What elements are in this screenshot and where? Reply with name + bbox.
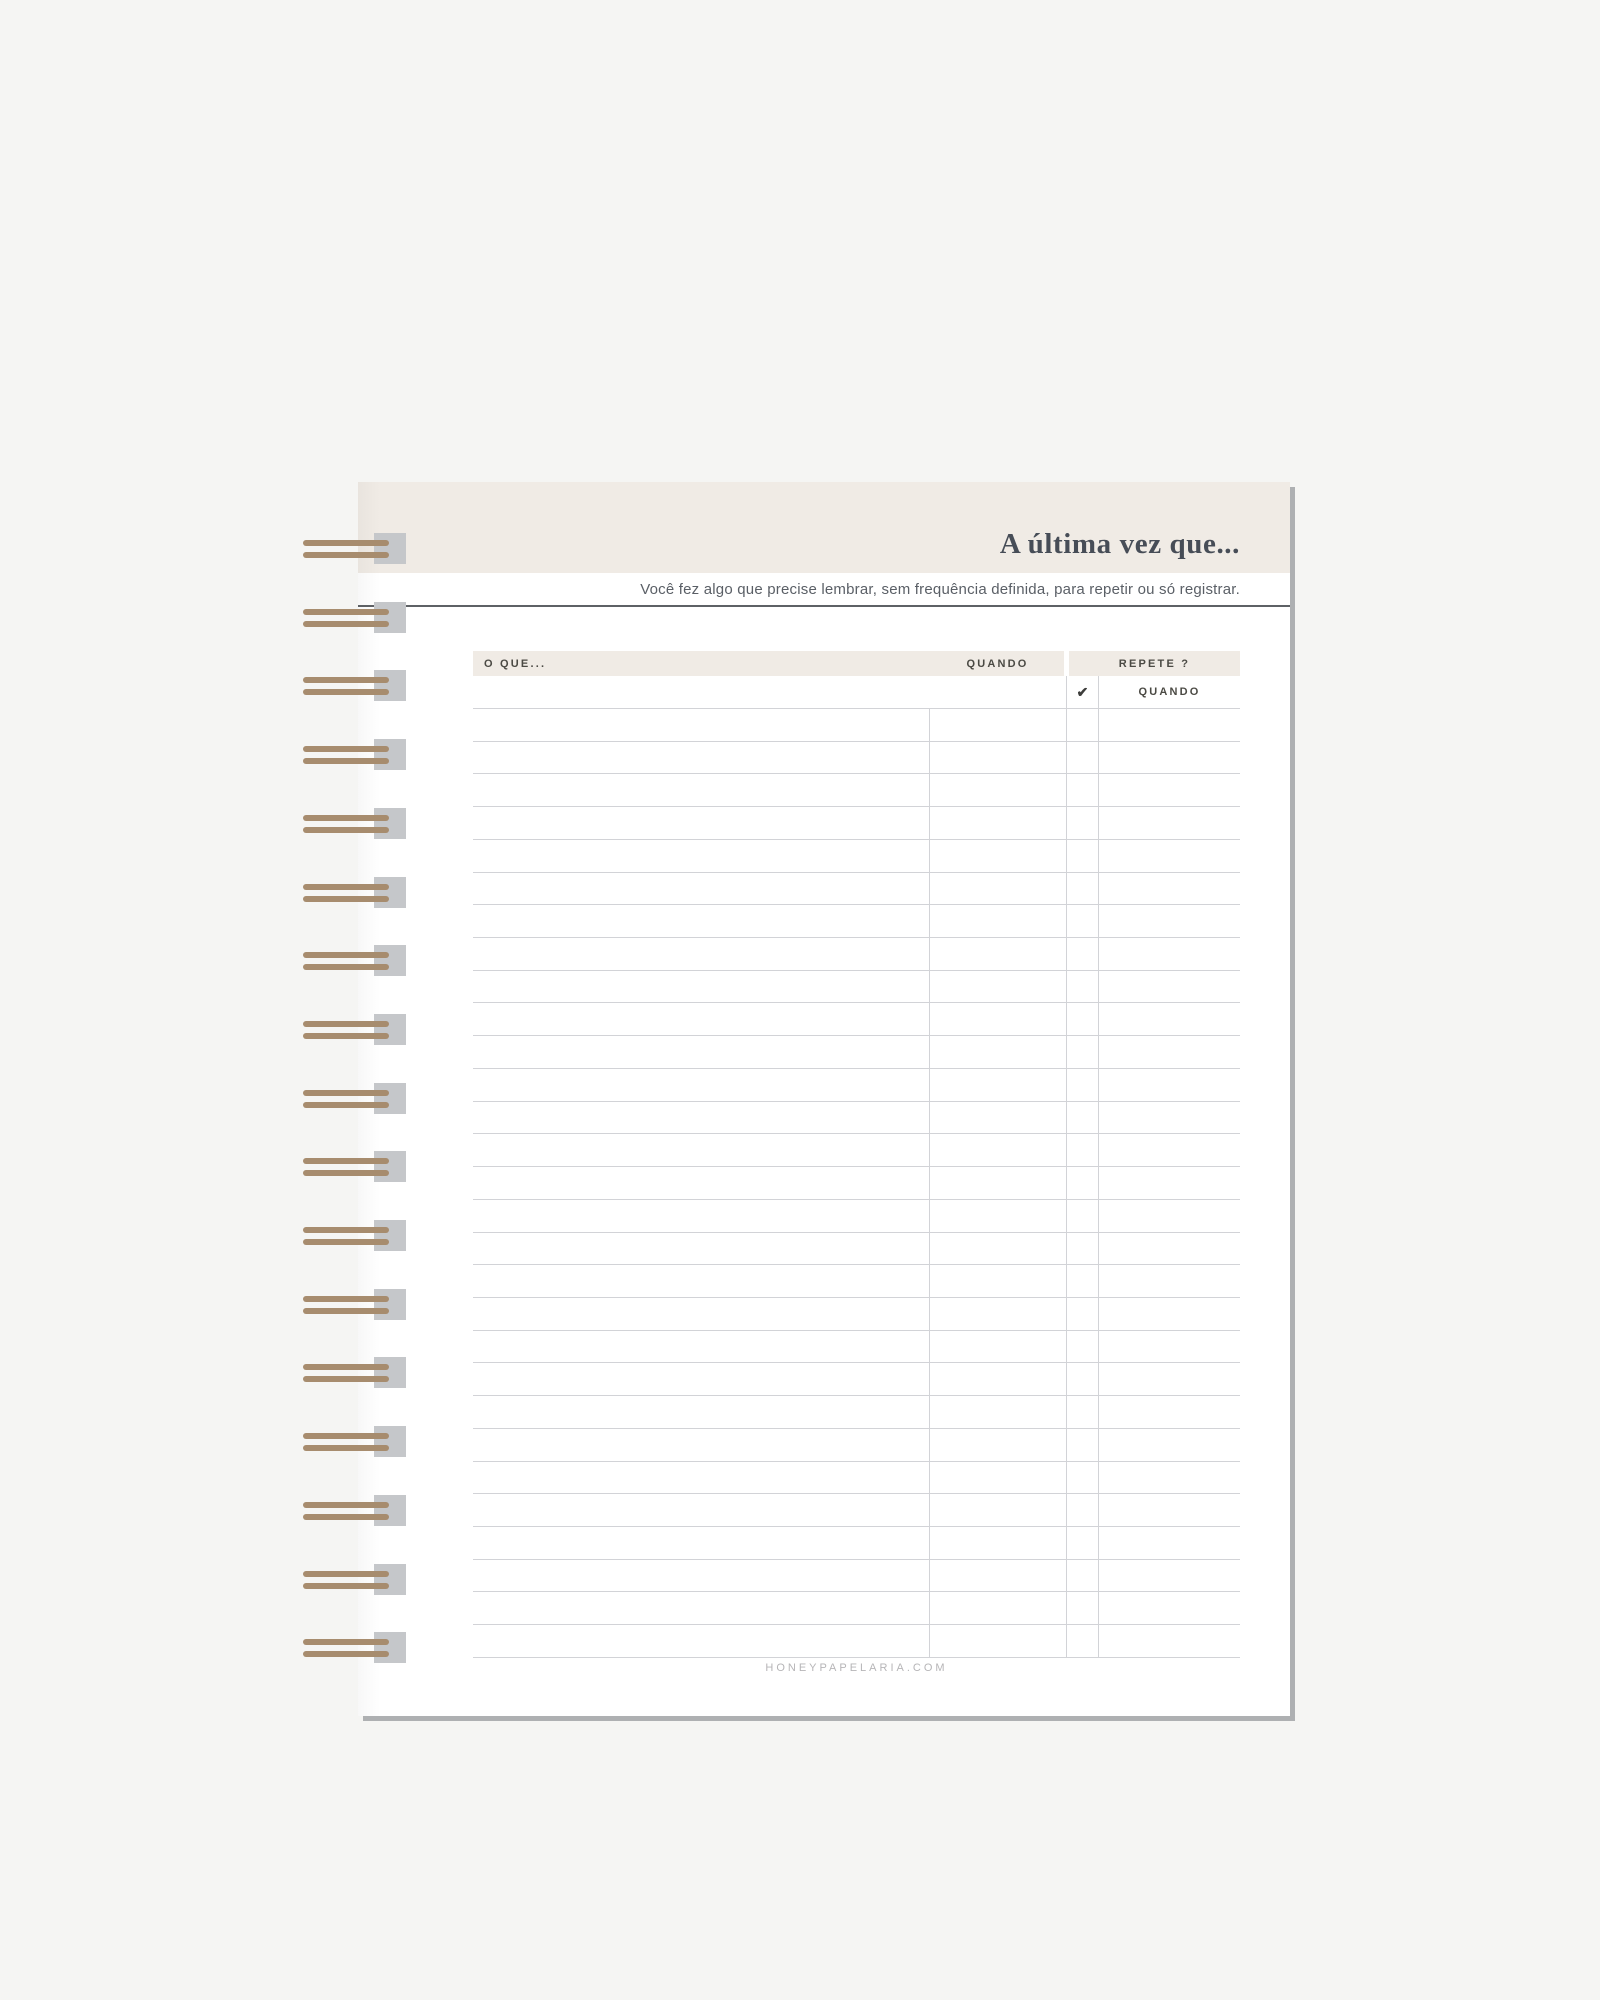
cell-repeat-when [1098,1625,1240,1657]
cell-what [473,1003,929,1035]
cell-repeat-when [1098,840,1240,872]
coil-wire [303,1639,389,1645]
cell-repeat-when [1098,774,1240,806]
cell-repeat-check [1066,840,1098,872]
cell-what [473,1233,929,1265]
table-header-row [473,651,1240,676]
cell-when [929,1363,1066,1395]
cell-when [929,1265,1066,1297]
cell-repeat-check [1066,1167,1098,1199]
coil-wire [303,1170,389,1176]
cell-when [929,1331,1066,1363]
table-body [473,709,1240,1658]
check-icon: ✔ [1066,676,1098,708]
cell-when [929,1625,1066,1657]
cell-repeat-check [1066,1592,1098,1624]
cell-what [473,905,929,937]
table-row [473,905,1240,938]
binding-coil [303,1151,406,1182]
cell-repeat-when [1098,1233,1240,1265]
cell-when [929,742,1066,774]
table-row [473,1265,1240,1298]
coil-wire [303,1296,389,1302]
table-subheader-row [473,676,1240,709]
cell-when [929,1134,1066,1166]
cell-what [473,1036,929,1068]
coil-wire [303,552,389,558]
cell-repeat-when [1098,1102,1240,1134]
punch-hole-square [374,1014,406,1045]
table-row [473,709,1240,742]
cell-when [929,774,1066,806]
cell-repeat-check [1066,1527,1098,1559]
cell-when [929,1167,1066,1199]
cell-repeat-when [1098,1429,1240,1461]
binding-coil [303,1083,406,1114]
binding-coil [303,877,406,908]
coil-wire [303,609,389,615]
coil-wire [303,884,389,890]
coil-wire [303,1308,389,1314]
cell-what [473,1069,929,1101]
cell-repeat-check [1066,742,1098,774]
coil-wire [303,746,389,752]
cell-repeat-check [1066,1003,1098,1035]
coil-wire [303,964,389,970]
cell-when [929,873,1066,905]
cell-when [929,1429,1066,1461]
cell-repeat-when [1098,1298,1240,1330]
punch-hole-square [374,602,406,633]
coil-wire [303,1033,389,1039]
cell-repeat-when [1098,938,1240,970]
cell-what [473,1363,929,1395]
coil-wire [303,827,389,833]
punch-hole-square [374,739,406,770]
cell-repeat-when [1098,1200,1240,1232]
table-row [473,1363,1240,1396]
col-header-repeat: REPETE ? [1118,657,1191,670]
cell-what [473,742,929,774]
cell-repeat-when [1098,1592,1240,1624]
cell-repeat-when [1098,971,1240,1003]
subheader-spacer [473,676,1066,708]
binding-coil [303,1495,406,1526]
cell-repeat-when [1098,1134,1240,1166]
table-row [473,938,1240,971]
cell-repeat-check [1066,1200,1098,1232]
cell-repeat-when [1098,1363,1240,1395]
cell-when [929,840,1066,872]
cell-when [929,1462,1066,1494]
cell-what [473,1625,929,1657]
cell-when [929,807,1066,839]
table-row [473,1592,1240,1625]
coil-wire [303,1651,389,1657]
cell-what [473,1494,929,1526]
coil-wire [303,1102,389,1108]
table-row [473,742,1240,775]
table-row [473,807,1240,840]
table-row [473,1069,1240,1102]
coil-wire [303,1376,389,1382]
header-cell-repeat [1069,651,1240,676]
cell-repeat-check [1066,709,1098,741]
punch-hole-square [374,670,406,701]
table-row [473,1200,1240,1233]
cell-when [929,938,1066,970]
cell-repeat-when [1098,1265,1240,1297]
cell-when [929,1102,1066,1134]
cell-what [473,1102,929,1134]
punch-hole-square [374,1289,406,1320]
table-row [473,1102,1240,1135]
cell-when [929,905,1066,937]
cell-repeat-check [1066,1102,1098,1134]
cell-repeat-check [1066,1429,1098,1461]
punch-hole-square [374,1564,406,1595]
footer-website: HONEYPAPELARIA.COM [765,1662,948,1674]
col-subheader-repeat-when: QUANDO [1138,686,1201,698]
table-row [473,1625,1240,1658]
cell-when [929,1036,1066,1068]
binding-coil [303,808,406,839]
coil-wire [303,1158,389,1164]
table-row [473,1003,1240,1036]
cell-what [473,1134,929,1166]
cell-repeat-when [1098,807,1240,839]
table-row [473,1233,1240,1266]
cell-when [929,1592,1066,1624]
cell-when [929,1003,1066,1035]
cell-repeat-check [1066,1560,1098,1592]
notebook-page [358,482,1290,1716]
punch-hole-square [374,1426,406,1457]
binding-coil [303,670,406,701]
last-time-table [473,651,1240,1658]
subtitle-row [358,573,1290,607]
cell-repeat-check [1066,971,1098,1003]
cell-what [473,1200,929,1232]
cell-repeat-check [1066,1396,1098,1428]
coil-wire [303,815,389,821]
cell-when [929,1069,1066,1101]
punch-hole-square [374,1083,406,1114]
table-row [473,1560,1240,1593]
header-cell-what-when [473,651,1064,676]
cell-when [929,1527,1066,1559]
cell-repeat-when [1098,1462,1240,1494]
cell-repeat-when [1098,1527,1240,1559]
page-subtitle: Você fez algo que precise lembrar, sem frequência definida, para repetir ou só registrar. [640,580,1240,598]
cell-repeat-check [1066,1298,1098,1330]
cell-repeat-when [1098,1494,1240,1526]
coil-wire [303,952,389,958]
table-row [473,971,1240,1004]
punch-hole-square [374,1357,406,1388]
binding-coil [303,1357,406,1388]
coil-wire [303,621,389,627]
coil-wire [303,1364,389,1370]
coil-wire [303,1433,389,1439]
table-row [473,1298,1240,1331]
cell-repeat-check [1066,1036,1098,1068]
table-row [473,1429,1240,1462]
punch-hole-square [374,533,406,564]
cell-repeat-when [1098,1560,1240,1592]
table-row [473,774,1240,807]
cell-repeat-check [1066,1494,1098,1526]
cell-repeat-check [1066,807,1098,839]
cell-what [473,1527,929,1559]
cell-what [473,1298,929,1330]
coil-wire [303,1502,389,1508]
binding-coil [303,739,406,770]
cell-repeat-check [1066,774,1098,806]
cell-what [473,1429,929,1461]
binding-coil [303,945,406,976]
cell-repeat-check [1066,1625,1098,1657]
cell-what [473,1396,929,1428]
coil-wire [303,677,389,683]
cell-repeat-when [1098,1003,1240,1035]
cell-repeat-when [1098,1331,1240,1363]
coil-wire [303,1514,389,1520]
cell-what [473,1167,929,1199]
cell-repeat-check [1066,1331,1098,1363]
table-row [473,1036,1240,1069]
punch-hole-square [374,1632,406,1663]
page-title: A última vez que... [999,528,1240,561]
binding-coil [303,1632,406,1663]
cell-repeat-check [1066,1265,1098,1297]
table-row [473,1331,1240,1364]
cell-repeat-check [1066,1233,1098,1265]
cell-when [929,1200,1066,1232]
cell-what [473,1592,929,1624]
cell-what [473,774,929,806]
cell-repeat-check [1066,1134,1098,1166]
cell-repeat-when [1098,1167,1240,1199]
cell-repeat-when [1098,709,1240,741]
cell-repeat-when [1098,1036,1240,1068]
binding-coil [303,1564,406,1595]
binding-coil [303,602,406,633]
table-row [473,1167,1240,1200]
cell-what [473,938,929,970]
coil-wire [303,1445,389,1451]
table-row [473,1494,1240,1527]
cell-what [473,971,929,1003]
cell-when [929,1560,1066,1592]
cell-when [929,1298,1066,1330]
table-row [473,1462,1240,1495]
cell-when [929,1494,1066,1526]
table-row [473,1396,1240,1429]
cell-when [929,709,1066,741]
coil-wire [303,689,389,695]
punch-hole-square [374,808,406,839]
coil-wire [303,1227,389,1233]
coil-wire [303,1239,389,1245]
cell-repeat-check [1066,1462,1098,1494]
cell-what [473,1462,929,1494]
cell-repeat-when [1098,873,1240,905]
table-row [473,1134,1240,1167]
punch-hole-square [374,1151,406,1182]
coil-wire [303,1021,389,1027]
cell-what [473,1265,929,1297]
coil-wire [303,758,389,764]
punch-hole-square [374,1495,406,1526]
cell-what [473,709,929,741]
coil-wire [303,1090,389,1096]
binding-coil [303,1426,406,1457]
binding-coil [303,1220,406,1251]
cell-repeat-when [1098,742,1240,774]
subheader-cell-when [1098,676,1240,708]
col-header-what: O QUE... [484,657,547,670]
cell-repeat-when [1098,905,1240,937]
table-row [473,1527,1240,1560]
punch-hole-square [374,945,406,976]
binding-coil [303,533,406,564]
coil-wire [303,896,389,902]
cell-what [473,840,929,872]
table-row [473,840,1240,873]
cell-what [473,1560,929,1592]
binding-coil [303,1014,406,1045]
cell-repeat-check [1066,938,1098,970]
cell-when [929,1233,1066,1265]
punch-hole-square [374,877,406,908]
cell-repeat-check [1066,1363,1098,1395]
coil-wire [303,540,389,546]
binding-coil [303,1289,406,1320]
cell-what [473,1331,929,1363]
cell-repeat-when [1098,1396,1240,1428]
cell-repeat-when [1098,1069,1240,1101]
col-header-when: QUANDO [966,657,1029,670]
cell-repeat-check [1066,905,1098,937]
cell-what [473,807,929,839]
coil-wire [303,1571,389,1577]
cell-repeat-check [1066,1069,1098,1101]
cell-what [473,873,929,905]
page-header-band [358,482,1290,573]
punch-hole-square [374,1220,406,1251]
table-row [473,873,1240,906]
cell-repeat-check [1066,873,1098,905]
coil-wire [303,1583,389,1589]
cell-when [929,1396,1066,1428]
cell-when [929,971,1066,1003]
